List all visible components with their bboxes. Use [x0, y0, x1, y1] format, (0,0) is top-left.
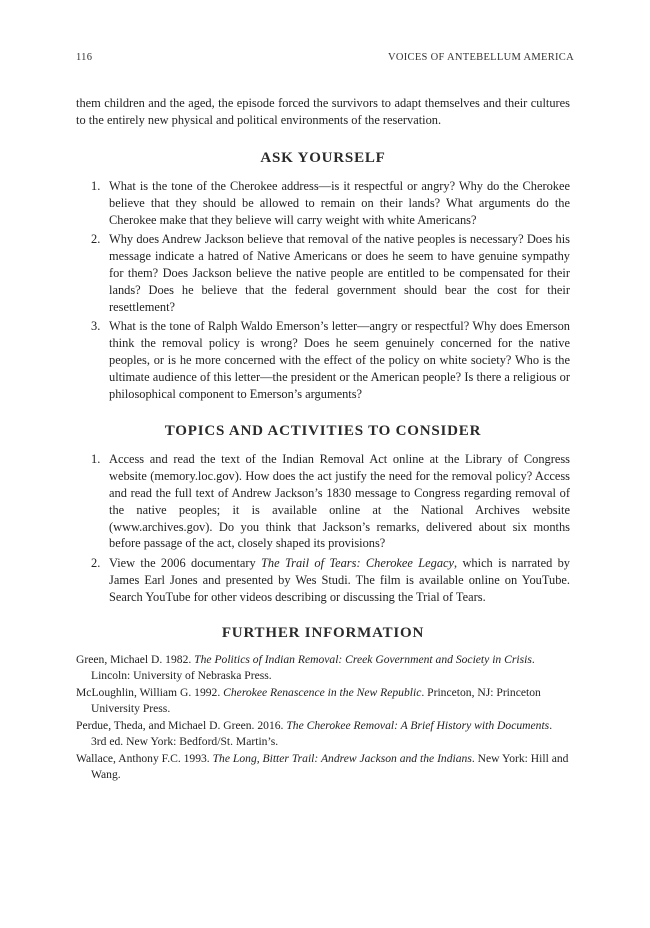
topics-list — [76, 451, 570, 605]
reference-author: McLoughlin, William G. 1992. — [76, 685, 224, 699]
item-text-post: , which is narrated by James Earl Jones and presented by Wes Studi. The film is available online on YouTube. Search YouTube for other videos describing or discussing the Trial of Tears. — [109, 556, 570, 604]
intro-paragraph: them children and the aged, the episode forced the survivors to adapt themselves and their cultures to the entirely new physical and political environments of the reservation. — [76, 96, 570, 127]
item-text-pre: View the 2006 documentary — [109, 556, 262, 571]
reference-title: The Long, Bitter Trail: Andrew Jackson and the Indians — [212, 751, 472, 765]
reference-author: Green, Michael D. 1982. — [76, 652, 195, 666]
item-number: 2. — [91, 232, 101, 247]
running-head — [76, 52, 574, 68]
reference-entry — [76, 685, 570, 718]
reference-title: The Cherokee Removal: A Brief History with Documents — [286, 718, 550, 732]
list-item — [76, 231, 570, 315]
page-number: 116 — [76, 52, 93, 63]
ask-yourself-heading: ASK YOURSELF — [260, 150, 386, 166]
item-text: What is the tone of the Cherokee address—is it respectful or angry? Why do the Cherokee believe that they should be allowed to remain on their lands? What arguments do the Cherokee make that they believe will carry weight with white Americans? — [109, 179, 570, 227]
reference-title: Cherokee Renascence in the New Republic — [223, 685, 422, 699]
reference-author: Perdue, Theda, and Michael D. Green. 2016. — [76, 718, 287, 732]
reference-author: Wallace, Anthony F.C. 1993. — [76, 751, 213, 765]
reference-entry — [76, 751, 570, 784]
reference-publisher: . Princeton, NJ: Princeton University Press. — [91, 685, 541, 716]
reference-title: The Politics of Indian Removal: Creek Government and Society in Crisis — [194, 652, 532, 666]
item-number: 1. — [91, 452, 101, 467]
list-item — [76, 318, 570, 402]
documentary-title: The Trail of Tears: Cherokee Legacy — [261, 556, 455, 571]
list-item — [76, 178, 570, 228]
item-text: Access and read the text of the Indian Removal Act online at the Library of Congress website (memory.loc.gov). How does the act justify the need for the removal policy? Access and read the full text of Andrew Jackson’s 1830 message to Congress regarding removal of the native peoples; it is available online at the National Archives website (www.archives.gov). Do you think that Jackson’s remarks, delivered about six months before passage of the act, closely shaped its provisions? — [109, 452, 570, 551]
reference-list — [76, 652, 570, 784]
list-item — [76, 555, 570, 605]
reference-publisher: . 3rd ed. New York: Bedford/St. Martin’s. — [91, 718, 553, 749]
item-text: Why does Andrew Jackson believe that removal of the native peoples is necessary? Does his message indicate a hatred of Native Americans or does he seem to have genuine sympathy for them? Does Jackson believe the native people are entitled to be compensated for their lands? Does he believe that the federal government should bear the cost for their resettlement? — [109, 232, 570, 314]
reference-entry — [76, 718, 570, 751]
list-item — [76, 451, 570, 552]
reference-entry — [76, 652, 570, 685]
reference-publisher: . New York: Hill and Wang. — [91, 751, 569, 782]
item-number: 1. — [91, 179, 101, 193]
item-text: What is the tone of Ralph Waldo Emerson’s letter—angry or respectful? Why does Emerson think the removal policy is wrong? Does he seem genuinely concerned for the native peoples, or is he more concerned with the effect of the policy on white society? Who is the ultimate audience of this letter—the president or the American people? Is there a religious or philosophical component to Emerson’s arguments? — [109, 319, 570, 401]
reference-publisher: . Lincoln: University of Nebraska Press. — [91, 652, 535, 683]
further-information-heading: FURTHER INFORMATION — [221, 624, 425, 641]
page-content — [76, 95, 570, 784]
ask-yourself-list — [76, 178, 570, 402]
topics-heading: TOPICS AND ACTIVITIES TO CONSIDER — [164, 423, 482, 440]
item-number: 2. — [91, 556, 101, 571]
book-title: VOICES OF ANTEBELLUM AMERICA — [387, 52, 574, 63]
item-number: 3. — [91, 319, 101, 334]
